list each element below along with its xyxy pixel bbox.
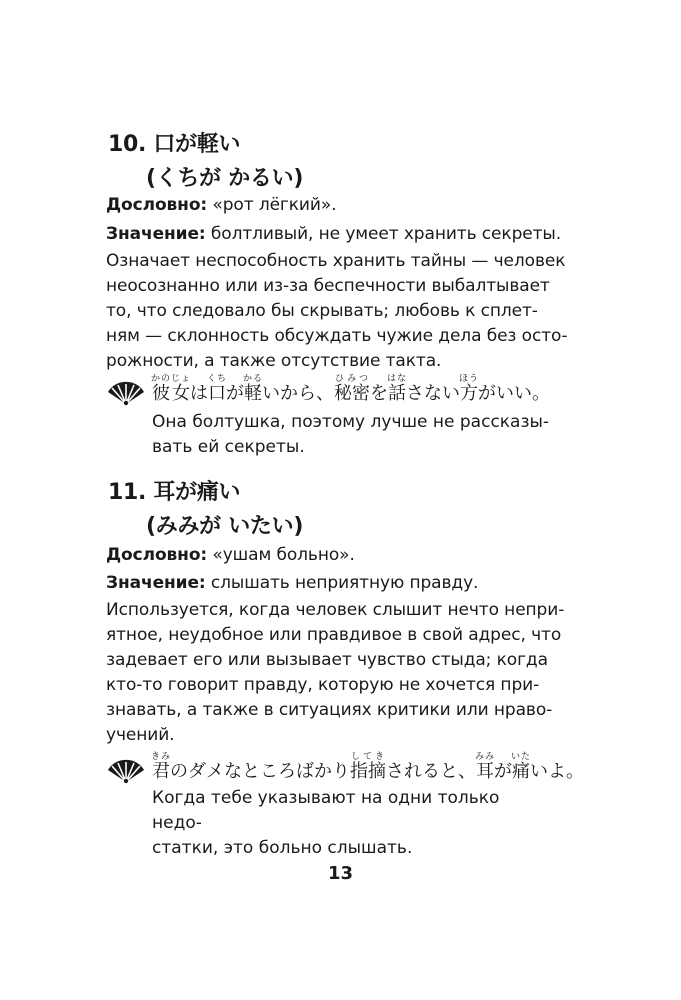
folding-fan-icon <box>106 758 146 784</box>
literal-label: Дословно: <box>106 195 208 215</box>
folding-fan-icon <box>106 380 146 406</box>
meaning-label: Значение: <box>106 573 206 593</box>
example-translation: Когда тебе указывают на одни только недо- статки, это больно слышать. <box>152 788 500 858</box>
section-11-title: 11. 耳が痛い <box>108 480 241 505</box>
meaning-label: Значение: <box>106 224 206 244</box>
section-10-reading: (くちが かるい) <box>146 166 304 191</box>
section-11-meaning <box>106 571 586 596</box>
section-11-literal <box>106 543 586 568</box>
meaning-text: болтливый, не умеет хранить секреты. <box>205 224 562 244</box>
section-10-meaning <box>106 222 586 247</box>
literal-label: Дословно: <box>106 545 208 565</box>
section-11-description: Используется, когда человек слышит нечто непри- ятное, неудобное или правдивое в свой адрес, что задевает его или вызывает чувство стыда; когда кто-то говорит правду, которую не хочется при- знавать, а также в ситуациях критики или нраво- учений. <box>106 600 565 745</box>
example-japanese: 彼女かのじょは口くちが軽かるいから、秘密ひみつを話はなさない方ほうがいい。 <box>151 374 551 404</box>
section-10-heading <box>108 128 303 196</box>
example-japanese: 君きみのダメなところばかり指摘してきされると、耳みみが痛いたいよ。 <box>151 752 584 782</box>
literal-text: «рот лёгкий». <box>207 195 337 215</box>
literal-text: «ушам больно». <box>207 545 355 565</box>
section-11-reading: (みみが いたい) <box>146 514 304 539</box>
section-11-heading <box>108 476 303 544</box>
section-10-title: 10. 口が軽い <box>108 132 241 157</box>
example-translation: Она болтушка, поэтому лучше не рассказы- вать ей секреты. <box>152 412 550 457</box>
meaning-text: слышать неприятную правду. <box>205 573 479 593</box>
section-10-description: Означает неспособность хранить тайны — человек неосознанно или из-за беспечности выбалтывает то, что следовало бы скрывать; любовь к сплет- ням — склонность обсуждать чужие дела без осто- рожности, а также отсутствие такта. <box>106 251 568 371</box>
page-number: 13 <box>327 863 354 884</box>
section-10-literal <box>106 193 586 218</box>
